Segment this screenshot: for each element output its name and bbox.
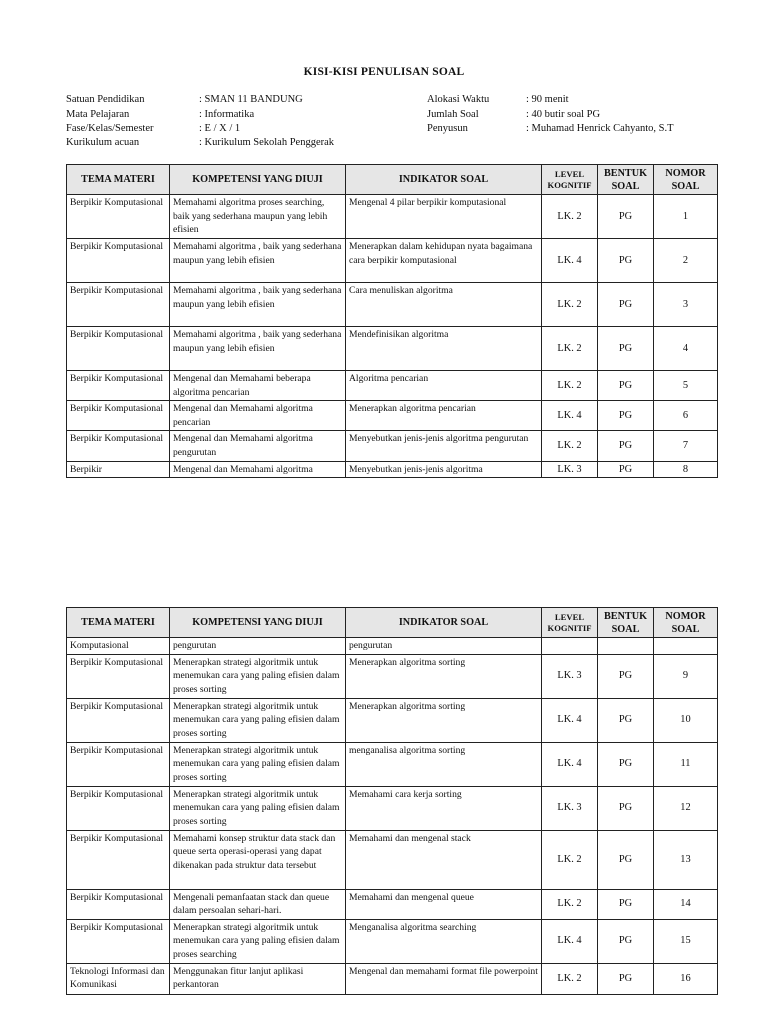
cell-indikator: Mengenal dan memahami format file powerpoint [346,963,542,994]
cell-bentuk: PG [598,889,654,919]
cell-bentuk: PG [598,742,654,786]
cell-tema: Berpikir Komputasional [67,283,170,327]
cell-kompetensi: pengurutan [170,638,346,655]
cell-bentuk: PG [598,431,654,461]
cell-bentuk: PG [598,195,654,239]
cell-indikator: Menerapkan algoritma pencarian [346,401,542,431]
cell-tema: Teknologi Informasi dan Komunikasi [67,963,170,994]
table-row [67,638,718,655]
header-bentuk: BENTUK SOAL [598,165,654,195]
cell-kompetensi: Mengenal dan Memahami algoritma pengurutan [170,431,346,461]
cell-tema: Berpikir Komputasional [67,830,170,889]
meta-jumlah [427,109,600,120]
cell-level: LK. 2 [542,283,598,327]
header-indikator: INDIKATOR SOAL [346,165,542,195]
table-row [67,654,718,698]
cell-kompetensi: Mengenal dan Memahami beberapa algoritma pencarian [170,371,346,401]
meta-value: : E / X / 1 [199,123,241,134]
cell-tema: Berpikir Komputasional [67,919,170,963]
header-indikator: INDIKATOR SOAL [346,608,542,638]
cell-kompetensi: Menerapkan strategi algoritmik untuk menemukan cara yang paling efisien dalam proses sorting [170,742,346,786]
cell-bentuk: PG [598,786,654,830]
table-row [67,742,718,786]
cell-bentuk: PG [598,830,654,889]
meta-value: : Muhamad Henrick Cahyanto, S.T [526,123,674,134]
cell-indikator: Cara menuliskan algoritma [346,283,542,327]
cell-bentuk: PG [598,239,654,283]
cell-tema: Berpikir Komputasional [67,239,170,283]
cell-indikator: Menyebutkan jenis-jenis algoritma [346,461,542,478]
table-row [67,401,718,431]
table-row [67,786,718,830]
meta-label: Alokasi Waktu [427,94,490,105]
cell-kompetensi: Mengenali pemanfaatan stack dan queue dalam persoalan sehari-hari. [170,889,346,919]
cell-indikator: Algoritma pencarian [346,371,542,401]
table-body [67,638,718,995]
cell-bentuk: PG [598,919,654,963]
cell-bentuk: PG [598,698,654,742]
cell-bentuk: PG [598,654,654,698]
table-row [67,698,718,742]
cell-level: LK. 2 [542,195,598,239]
header-level: LEVEL KOGNITIF [542,165,598,195]
header-kompetensi: KOMPETENSI YANG DIUJI [170,165,346,195]
header-nomor: NOMOR SOAL [654,165,718,195]
cell-kompetensi: Mengenal dan Memahami algoritma pencarian [170,401,346,431]
cell-nomor: 16 [654,963,718,994]
cell-kompetensi: Memahami algoritma proses searching, baik yang sederhana maupun yang lebih efisien [170,195,346,239]
cell-level: LK. 3 [542,461,598,478]
meta-label: Kurikulum acuan [66,137,140,148]
table-row [67,195,718,239]
cell-kompetensi: Menerapkan strategi algoritmik untuk menemukan cara yang paling efisien dalam proses sorting [170,786,346,830]
cell-level: LK. 2 [542,830,598,889]
cell-tema: Berpikir Komputasional [67,327,170,371]
cell-nomor: 7 [654,431,718,461]
cell-level: LK. 2 [542,371,598,401]
cell-indikator: Menerapkan algoritma sorting [346,698,542,742]
cell-level [542,638,598,655]
meta-satuan [66,94,303,105]
cell-level: LK. 4 [542,919,598,963]
cell-nomor: 3 [654,283,718,327]
meta-value: : Kurikulum Sekolah Penggerak [199,137,335,148]
cell-nomor: 12 [654,786,718,830]
header-kompetensi: KOMPETENSI YANG DIUJI [170,608,346,638]
header-level: LEVEL KOGNITIF [542,608,598,638]
cell-kompetensi: Menggunakan fitur lanjut aplikasi perkantoran [170,963,346,994]
header-nomor: NOMOR SOAL [654,608,718,638]
cell-nomor: 5 [654,371,718,401]
meta-label: Jumlah Soal [427,109,479,120]
table-body [67,195,718,478]
cell-tema: Berpikir Komputasional [67,195,170,239]
cell-indikator: Mengenal 4 pilar berpikir komputasional [346,195,542,239]
meta-kurikulum [66,137,334,148]
table-row [67,889,718,919]
cell-nomor: 8 [654,461,718,478]
meta-label: Mata Pelajaran [66,109,130,120]
cell-indikator: Memahami dan mengenal queue [346,889,542,919]
cell-level: LK. 2 [542,889,598,919]
cell-nomor: 6 [654,401,718,431]
meta-alokasi [427,94,569,105]
table-row [67,919,718,963]
cell-indikator: Mendefinisikan algoritma [346,327,542,371]
cell-indikator: Memahami cara kerja sorting [346,786,542,830]
cell-tema: Berpikir Komputasional [67,786,170,830]
table-row [67,239,718,283]
cell-nomor: 1 [654,195,718,239]
cell-level: LK. 4 [542,742,598,786]
meta-mapel [66,109,254,120]
cell-level: LK. 2 [542,963,598,994]
cell-tema: Berpikir Komputasional [67,889,170,919]
cell-kompetensi: Menerapkan strategi algoritmik untuk menemukan cara yang paling efisien dalam proses sorting [170,654,346,698]
cell-indikator: Menerapkan algoritma sorting [346,654,542,698]
cell-nomor: 14 [654,889,718,919]
meta-value: : Informatika [199,109,255,120]
header-bentuk: BENTUK SOAL [598,608,654,638]
cell-tema: Berpikir Komputasional [67,401,170,431]
cell-nomor: 15 [654,919,718,963]
cell-level: LK. 2 [542,327,598,371]
cell-bentuk: PG [598,327,654,371]
meta-fase [66,123,240,134]
meta-value: : 40 butir soal PG [526,109,601,120]
meta-value: : SMAN 11 BANDUNG [199,94,303,105]
kisi-table-page-2 [66,607,718,995]
header-tema: TEMA MATERI [67,165,170,195]
kisi-table-page-1 [66,164,718,478]
meta-value: : 90 menit [526,94,569,105]
cell-level: LK. 4 [542,239,598,283]
meta-label: Penyusun [427,123,468,134]
cell-nomor: 4 [654,327,718,371]
cell-nomor: 10 [654,698,718,742]
cell-indikator: Menyebutkan jenis-jenis algoritma pengurutan [346,431,542,461]
table-row [67,327,718,371]
table-row [67,830,718,889]
cell-indikator: pengurutan [346,638,542,655]
cell-bentuk: PG [598,401,654,431]
table-row [67,431,718,461]
cell-tema: Berpikir Komputasional [67,431,170,461]
document-title: KISI-KISI PENULISAN SOAL [303,66,465,78]
cell-level: LK. 2 [542,431,598,461]
cell-kompetensi: Memahami konsep struktur data stack dan queue serta operasi-operasi yang dapat dikenakan pada struktur data tersebut [170,830,346,889]
cell-bentuk: PG [598,461,654,478]
header-tema: TEMA MATERI [67,608,170,638]
cell-nomor: 2 [654,239,718,283]
cell-indikator: menganalisa algoritma sorting [346,742,542,786]
table-row [67,283,718,327]
cell-tema: Berpikir Komputasional [67,698,170,742]
cell-nomor: 11 [654,742,718,786]
cell-kompetensi: Memahami algoritma , baik yang sederhana maupun yang lebih efisien [170,239,346,283]
cell-tema: Komputasional [67,638,170,655]
cell-nomor: 13 [654,830,718,889]
cell-tema: Berpikir [67,461,170,478]
cell-nomor [654,638,718,655]
cell-kompetensi: Menerapkan strategi algoritmik untuk menemukan cara yang paling efisien dalam proses searching [170,919,346,963]
table-header-row [67,165,718,195]
cell-level: LK. 3 [542,786,598,830]
cell-kompetensi: Memahami algoritma , baik yang sederhana maupun yang lebih efisien [170,283,346,327]
cell-bentuk: PG [598,963,654,994]
table-row [67,371,718,401]
table-row [67,963,718,994]
cell-bentuk [598,638,654,655]
cell-nomor: 9 [654,654,718,698]
cell-level: LK. 3 [542,654,598,698]
meta-label: Fase/Kelas/Semester [66,123,154,134]
cell-tema: Berpikir Komputasional [67,371,170,401]
cell-level: LK. 4 [542,698,598,742]
cell-kompetensi: Menerapkan strategi algoritmik untuk menemukan cara yang paling efisien dalam proses sorting [170,698,346,742]
table-row [67,461,718,478]
meta-label: Satuan Pendidikan [66,94,145,105]
cell-tema: Berpikir Komputasional [67,742,170,786]
cell-kompetensi: Memahami algoritma , baik yang sederhana maupun yang lebih efisien [170,327,346,371]
cell-indikator: Memahami dan mengenal stack [346,830,542,889]
cell-level: LK. 4 [542,401,598,431]
cell-indikator: Menganalisa algoritma searching [346,919,542,963]
cell-tema: Berpikir Komputasional [67,654,170,698]
meta-penyusun [427,123,674,134]
table-header-row [67,608,718,638]
cell-kompetensi: Mengenal dan Memahami algoritma [170,461,346,478]
cell-bentuk: PG [598,283,654,327]
cell-bentuk: PG [598,371,654,401]
cell-indikator: Menerapkan dalam kehidupan nyata bagaimana cara berpikir komputasional [346,239,542,283]
